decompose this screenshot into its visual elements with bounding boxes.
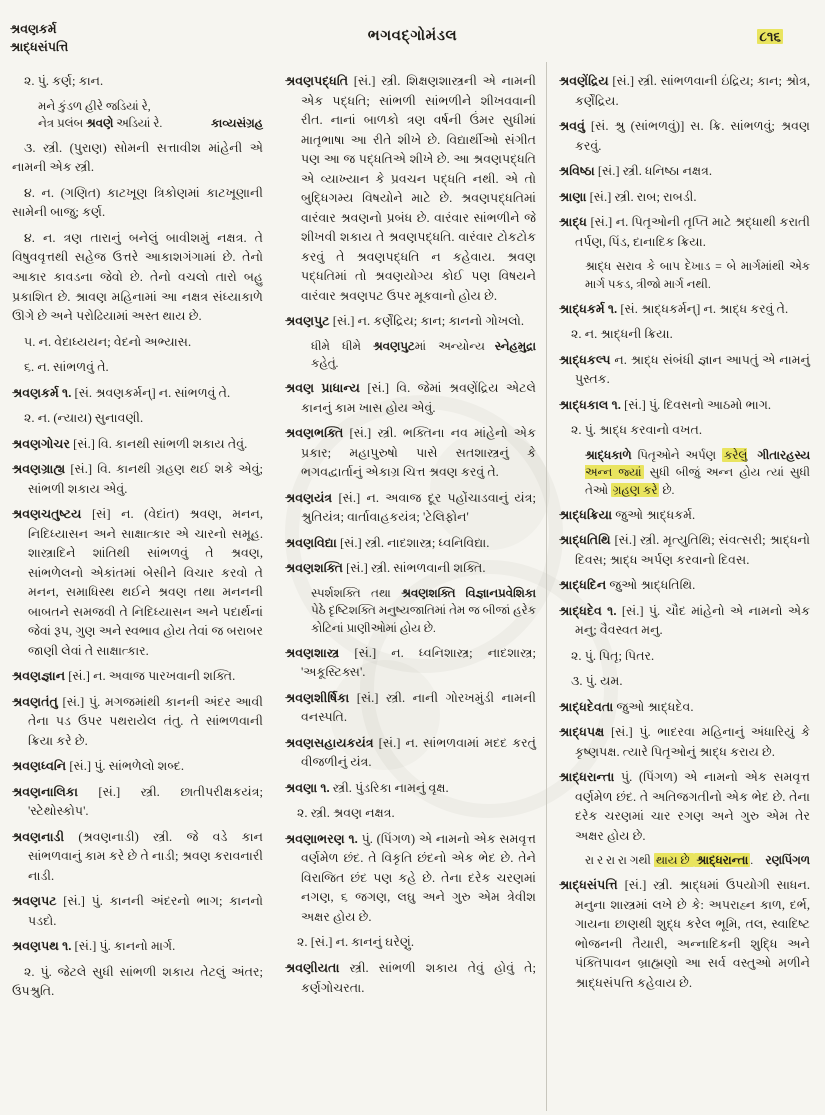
headword: શ્રવણપથ ૧. <box>12 939 75 954</box>
dictionary-entry: શ્રવણયંત્ર [સં.] ન. અવાજ દૂર પહોંચાડવાનું યંત્ર; શ્રુતિયંત્ર; વાર્તાવાહકયંત્ર; 'ટેલિફોન' <box>285 490 536 525</box>
dictionary-entry: શ્રવિષ્ઠા [સં.] સ્ત્રી. ધનિષ્ઠા નક્ષત્ર. <box>559 164 713 179</box>
dictionary-entry: શ્રવણપુટ [સં.] ન. કર્ણેંદ્રિય; કાન; કાનનો ગોખલો. <box>285 314 524 329</box>
citation-quote <box>585 852 810 870</box>
sense-item: ૨. [સં.] ન. કાનનું ઘરેણું. <box>297 935 415 950</box>
sense-item: ૫. ન. વેદાધ્યયન; વેદનો અભ્યાસ. <box>24 334 192 349</box>
dictionary-entry: શ્રાણા [સં.] સ્ત્રી. રાબ; રાબડી. <box>559 189 697 204</box>
sense-item: ૨. પું. પિતૃ; પિતર. <box>571 648 655 663</box>
headword: શ્રાદ્ધપક્ષ <box>559 725 611 740</box>
headword: શ્રવણભક્તિ <box>285 426 350 441</box>
dictionary-entry: શ્રવણવિદ્યા [સં.] સ્ત્રી. નાદશાસ્ત્ર; ધ્વનિવિદ્યા. <box>285 535 490 550</box>
headword: શ્રવણજ્ઞાન <box>12 669 69 684</box>
headword: શ્રાદ્ધકાલ ૧. <box>559 397 625 412</box>
dictionary-entry: શ્રાદ્ધસંપત્તિ [સં.] સ્ત્રી. શ્રાદ્ધમાં ઉપયોગી સાધન. મનુના શાસ્ત્રમાં લખે છે કે: અપરાહ્ન કાળ, દર્ભ, ગાયના છાણથી શુદ્ધ કરેલ ભૂમિ, તલ, સ્વાદિષ્ટ ભોજનની તૈયારી, અન્નાદિકની શુદ્ધિ અને પંક્તિપાવન બ્રાહ્મણો આ સર્વ વસ્તુઓ મળીને શ્રાદ્ધસંપત્તિ કહેવાય છે. <box>559 878 811 990</box>
column-3 <box>546 62 820 1111</box>
source-citation: વિજ્ઞાનપ્રવેશિકા <box>465 585 536 600</box>
dictionary-entry: શ્રાદ્ધદેવ ૧. [સં.] પું. ચૌદ માંહેનો એ નામનો એક મનુ; વૈવસ્વત મનુ. <box>559 603 810 638</box>
dictionary-entry: શ્રવણસહાયકયંત્ર [સં.] ન. સાંભળવામાં મદદ કરતું વીજળીનું યંત્ર. <box>285 735 536 770</box>
quote-line: રણપિંગળ રા ર રા રા ગથી થાય છે શ્રાદ્ધરાન્તા . <box>585 852 810 870</box>
headword: શ્રાદ્ધક્રિયા <box>559 507 616 522</box>
sense-item: ૪. ન. (ગણિત) કાટખૂણ ત્રિકોણમાં કાટખૂણાની સામેની બાજુ; કર્ણ. <box>12 185 263 220</box>
sense-item: ૨. પું. કર્ણ; કાન. <box>24 74 104 88</box>
dictionary-entry: શ્રાદ્ધ [સં.] ન. પિતૃઓની તૃપ્તિ માટે શ્રદ્ધાથી કરાતી તર્પણ, પિંડ, દાનાદિક ક્રિયા. <box>559 215 810 249</box>
citation-quote <box>585 447 810 500</box>
column-1 <box>8 62 273 1111</box>
column-2 <box>273 62 546 1111</box>
sense-item: ૨. ન. (ન્યાય) સુનાવણી. <box>24 411 144 426</box>
headword: શ્રવણનાડી <box>12 829 79 844</box>
headword: શ્રવણકર્મ ૧. <box>12 385 75 400</box>
headword: શ્રવણપુટ <box>285 314 333 329</box>
highlighted-text: ગ્રહણ કરે <box>612 482 658 497</box>
dictionary-entry: શ્રાદ્ધરાન્તા પું. (પિંગળ) એ નામનો એક સમવૃત્ત વર્ણમેળ છંદ. તે અતિજગતીનો એક ભેદ છે. તેના દરેક ચરણમાં ચાર રગણ અને ગુરુ એમ તેર અક્ષર હોય છે. <box>559 770 811 843</box>
headword: શ્રવણશક્તિ <box>285 561 347 576</box>
headword: શ્રાદ્ધદેવ ૧. <box>559 603 622 618</box>
headword: શ્રાદ્ધરાન્તા <box>559 770 621 785</box>
dictionary-entry: શ્રાદ્ધદેવતા જુઓ શ્રાદ્ધદેવ. <box>559 699 694 714</box>
dictionary-entry: શ્રવણનાલિકા [સં.] સ્ત્રી. છાતીપરીક્ષકયંત્ર; 'સ્ટેથોસ્કોપ'. <box>12 784 263 819</box>
headword: શ્રાદ્ધકલ્પ <box>559 352 615 367</box>
source-citation: ગીતારહસ્ય <box>757 447 810 462</box>
sense-item: ૨. પું. શ્રાદ્ધ કરવાનો વખત. <box>571 423 702 438</box>
dictionary-entry: શ્રવણશીર્ષિકા [સં.] સ્ત્રી. નાની ગોરખમુંડી નામની વનસ્પતિ. <box>285 690 536 725</box>
dictionary-entry: શ્રવણશાસ્ત્ર [સં.] ન. ધ્વનિશાસ્ત્ર; નાદશાસ્ત્ર; 'અકૂસ્ટિક્સ'. <box>285 645 536 680</box>
headword: શ્રાણા <box>559 189 590 204</box>
running-head-last-entry: શ્રાદ્ધસંપત્તિ <box>10 40 69 55</box>
page-number-value: ૮૧૬ <box>759 29 781 44</box>
page-number <box>757 29 783 45</box>
dictionary-entry: શ્રાદ્ધકાલ ૧. [સં.] પું. દિવસનો આઠમો ભાગ. <box>559 397 772 412</box>
running-head-first-entry: શ્રવણકર્મ <box>10 22 57 36</box>
dictionary-entry: શ્રવણા ૧. સ્ત્રી. પુંડરિકા નામનું વૃક્ષ. <box>285 780 449 795</box>
quote-line: શ્રાદ્ધ સરાવ કે બાપ દેખાડ = બે માર્ગમાંથી એક માર્ગ પકડ, ત્રીજો માર્ગ નથી. <box>585 259 810 291</box>
quote-line: મને કુંડળ હીરે જડિયાં રે, <box>38 98 151 113</box>
dictionary-entry: શ્રવણેંદ્રિય [સં.] સ્ત્રી. સાંભળવાની ઇંદ્રિય; કાન; શ્રોત્ર, કર્ણેંદ્રિય. <box>559 74 810 108</box>
headword: શ્રવણતંતુ <box>12 694 63 709</box>
dictionary-entry: શ્રવણીયતા સ્ત્રી. સાંભળી શકાય તેવું હોવું તે; કર્ણગોચરતા. <box>285 961 536 995</box>
headword: શ્રવિષ્ઠા <box>559 164 598 179</box>
citation-quote <box>311 585 536 638</box>
headword: શ્રવણવિદ્યા <box>285 535 340 550</box>
sense-item: ૨. ન. શ્રાદ્ધની ક્રિયા. <box>571 327 673 342</box>
headword: શ્રવણધ્વનિ <box>12 759 70 774</box>
sense-item: ૩. પું. યમ. <box>571 674 623 689</box>
dictionary-entry: શ્રવણપટ [સં.] પું. કાનની અંદરનો ભાગ; કાનનો પડદો. <box>12 894 263 928</box>
headword: શ્રવણશાસ્ત્ર <box>285 645 355 660</box>
headword: શ્રવણપદ્ધતિ <box>285 74 354 88</box>
headword: શ્રવણા ૧. <box>285 780 333 795</box>
headword: શ્રવણગ્રાહ્ય <box>12 462 71 477</box>
dictionary-entry: શ્રવણપદ્ધતિ [સં.] સ્ત્રી. શિક્ષણશાસ્ત્રની એ નામની એક પદ્ધતિ; સાંભળી સાંભળીને શીખવવાની રીત. નાનાં બાળકો ત્રણ વર્ષની ઉંમર સુધીમાં માતૃભાષા આ રીતે શીખે છે. વિદ્યાર્થીઓ સંગીત પણ આ જ પદ્ધતિએ શીખે છે. આ શ્રવણપદ્ધતિ એ વ્યાખ્યાન કે પ્રવચન પદ્ધતિ નથી. એ તો બુદ્ધિગમ્ય વિષયોને માટે છે. શ્રવણપદ્ધતિમાં વારંવાર શ્રવણનો પ્રબંધ છે. વારંવાર સાંભળીને જે શીખવી શકાય તે શ્રવણપદ્ધતિ. વારંવાર ટોકટોક કરવું તે શ્રવણપદ્ધતિ ન કહેવાય. શ્રવણ પદ્ધતિમાં તો શ્રવણયોગ્ય કોઈ પણ વિષયને વારંવાર શ્રવણપટ ઉપર મૂકવાનો હોય છે. <box>285 74 536 303</box>
headword: શ્રવણનાલિકા <box>12 784 99 799</box>
headword: શ્રાદ્ધદિન <box>559 578 610 593</box>
dictionary-entry: શ્રાદ્ધપક્ષ [સં.] પું. ભાદરવા મહિનાનું અંધારિયું કે કૃષ્ણપક્ષ. ત્યારે પિતૃઓનું શ્રાદ્ધ કરાય છે. <box>559 725 810 759</box>
dictionary-entry: શ્રાદ્ધક્રિયા જુઓ શ્રાદ્ધકર્મ. <box>559 507 696 522</box>
sense-item: ૬. ન. સાંભળવું તે. <box>24 360 109 375</box>
dictionary-entry: શ્રવવું [સં. શ્રુ (સાંભળવું)] સ. ક્રિ. સાંભળવું; શ્રવણ કરવું. <box>559 119 810 153</box>
sense-item: ૩. સ્ત્રી. (પુરાણ) સોમની સત્તાવીશ માંહેની એ નામની એક સ્ત્રી. <box>12 140 263 175</box>
dictionary-entry: શ્રાદ્ધકલ્પ ન. શ્રાદ્ધ સંબંધી જ્ઞાન આપતું એ નામનું પુસ્તક. <box>559 352 810 387</box>
quote-line: સ્નેહમુદ્રા ધીમે ધીમે શ્રવણપુટમાં અન્યોન્ય કહેતું. <box>311 338 536 371</box>
dictionary-entry: શ્રવણકર્મ ૧. [સં. શ્રવણકર્મન્] ન. સાંભળવું તે. <box>12 385 231 400</box>
dictionary-entry: શ્રવણશક્તિ [સં.] સ્ત્રી. સાંભળવાની શક્તિ. <box>285 561 486 576</box>
dictionary-entry: શ્રાદ્ધકર્મ ૧. [સં. શ્રાદ્ધકર્મન્] ન. શ્રાદ્ધ કરવું તે. <box>559 301 789 316</box>
headword: શ્રાદ્ધ <box>559 215 591 230</box>
headword: શ્રવણસહાયકયંત્ર <box>285 735 379 750</box>
headword: શ્રાદ્ધતિથિ <box>559 533 615 548</box>
dictionary-entry: શ્રવણચતુષ્ટય [સં] ન. (વેદાંત) શ્રવણ, મનન, નિદિધ્યાસન અને સાક્ષાત્કાર એ ચારનો સમૂહ. શાસ્ત્રાદિને શાંતિથી સાંભળવું તે શ્રવણ, સાંભળેલનો એકાંતમાં બેસીને વિચાર કરવો તે મનન, સમાધિસ્થ થઈને શ્રવણ તથા મનનની બાબતને સમજવી તે નિદિધ્યાસન અને પદાર્થનાં જેવાં રૂપ, ગુણ અને સ્વભાવ હોય તેવાં જ બરાબર જાણી લેવાં તે સાક્ષાત્કાર. <box>12 507 264 658</box>
headword: શ્રાદ્ધકર્મ ૧. <box>559 301 621 316</box>
dictionary-entry: શ્રવણગ્રાહ્ય [સં.] વિ. કાનથી ગ્રહણ થઈ શકે એવું; સાંભળી શકાય એવું. <box>12 462 263 496</box>
dictionary-entry: શ્રવણ પ્રાધાન્ય [સં.] વિ. જેમાં શ્રવણેંદ્રિય એટલે કાનનું કામ ખાસ હોય એવું. <box>285 381 536 415</box>
page-title: ભગવદ્ગોમંડલ <box>367 28 458 44</box>
citation-quote <box>38 98 263 133</box>
highlighted-text: શ્રાદ્ધરાન્તા <box>696 853 749 868</box>
dictionary-entry: શ્રવણગોચર [સં.] વિ. કાનથી સાંભળી શકાય તેવું. <box>12 436 248 451</box>
quote-line: ગીતારહસ્ય શ્રાદ્ધકાળે પિતૃઓને અર્પણ કરેલું અન્ન જ્યાં સુધી બીજું અન્ન હોય ત્યાં સુધી તેઓ ગ્રહણ કરે છે. <box>585 447 810 497</box>
dictionary-entry: શ્રવણજ્ઞાન [સં.] ન. અવાજ પારખવાની શક્તિ. <box>12 669 236 684</box>
citation-quote <box>585 258 810 293</box>
headword: શ્રવણીયતા <box>285 961 350 975</box>
headword: શ્રવણેંદ્રિય <box>559 74 613 88</box>
headword: શ્રવણાભરણ ૧. <box>285 831 362 846</box>
headword: શ્રવણયંત્ર <box>285 490 339 505</box>
dictionary-entry: શ્રવણતંતુ [સં.] પું. મગજમાંથી કાનની અંદર આવી તેના પડ ઉપર પથરાયેલ તંતુ. તે સાંભળવાની ક્રિયા કરે છે. <box>12 694 263 748</box>
sense-item: ૨. સ્ત્રી. શ્રવણ નક્ષત્ર. <box>297 806 395 821</box>
source-citation: સ્નેહમુદ્રા <box>494 338 536 353</box>
headword: શ્રવવું <box>559 119 591 134</box>
dictionary-entry: શ્રાદ્ધદિન જુઓ શ્રાદ્ધતિથિ. <box>559 578 696 593</box>
columns <box>8 62 820 1111</box>
highlighted-text: કરેલું અન્ન જ્યાં <box>585 447 748 480</box>
quote-line: વિજ્ઞાનપ્રવેશિકા સ્પર્શશક્તિ તથા શ્રવણશક્તિ પેઠે દૃષ્ટિશક્તિ મનુષ્યજાતિમાં તેમ જ બીજાં હરેક કોટિનાં પ્રાણીઓમાં હોય છે. <box>311 585 536 636</box>
dictionary-entry: શ્રાદ્ધતિથિ [સં.] સ્ત્રી. મૃત્યુતિથિ; સંવત્સરી; શ્રાદ્ધનો દિવસ; શ્રાદ્ધ અર્પણ કરવાનો દિવસ. <box>559 533 810 567</box>
dictionary-entry: શ્રવણનાડી (શ્રવણનાડી) સ્ત્રી. જે વડે કાન સાંભળવાનું કામ કરે છે તે નાડી; શ્રવણ કરાવનારી નાડી. <box>12 829 263 883</box>
highlighted-text: થાય છે <box>655 853 693 868</box>
headword: શ્રાદ્ધસંપત્તિ <box>559 878 625 893</box>
sense-item: ૨. પું. જેટલે સુધી સાંભળી શકાય તેટલું અંતર; ઉપશ્રુતિ. <box>12 964 263 999</box>
headword: શ્રવણચતુષ્ટય <box>12 507 92 522</box>
source-citation: કાવ્યસંગ્રહ <box>211 116 263 131</box>
source-citation: રણપિંગળ <box>765 853 810 868</box>
headword: શ્રવણશીર્ષિકા <box>285 690 357 705</box>
dictionary-entry: શ્રવણપથ ૧. [સં.] પું. કાનનો માર્ગ. <box>12 939 176 954</box>
dictionary-entry: શ્રવણધ્વનિ [સં.] પું. સાંભળેલો શબ્દ. <box>12 759 185 774</box>
dictionary-entry: શ્રવણાભરણ ૧. પું. (પિંગળ) એ નામનો એક સમવૃત્ત વર્ણમેળ છંદ. તે વિકૃતિ છંદનો એક ભેદ છે. તેને વિરાજિત છંદ પણ કહે છે. તેના દરેક ચરણમાં નગણ, ૬ જગણ, લઘુ અને ગુરુ એમ ત્રેવીશ અક્ષર હોય છે. <box>285 831 536 924</box>
headword: શ્રવણ પ્રાધાન્ય <box>285 381 368 396</box>
quote-line: કાવ્યસંગ્રહ નેત્ર પ્રલંબ શ્રવણે અડિયાં રે. <box>38 115 263 133</box>
citation-quote <box>311 338 536 373</box>
dictionary-entry: શ્રવણભક્તિ [સં.] સ્ત્રી. ભક્તિના નવ માંહેનો એક પ્રકાર; મહાપુરુષો પાસે સતશાસ્ત્રનું કે ભગવદ્વાર્તાનું એકાગ્ર ચિત્ત શ્રવણ કરવું તે. <box>285 426 536 480</box>
headword: શ્રવણપટ <box>12 894 64 909</box>
sense-item: ૪. ન. ત્રણ તારાનું બનેલું બાવીશમું નક્ષત્ર. તે વિષુવવૃત્તથી સહેજ ઉત્તરે આકાશગંગામાં છે. તેનો આકાર કાવડના જેવો છે. તેનો વચલો તારો બહુ પ્રકાશિત છે. શ્રાવણ મહિનામાં આ નક્ષત્ર સંધ્યાકાળે ઊગે છે અને પરોઢિયામાં અસ્ત થાય છે. <box>12 230 263 324</box>
headword: શ્રવણગોચર <box>12 436 74 451</box>
headword: શ્રાદ્ધદેવતા <box>559 699 617 714</box>
